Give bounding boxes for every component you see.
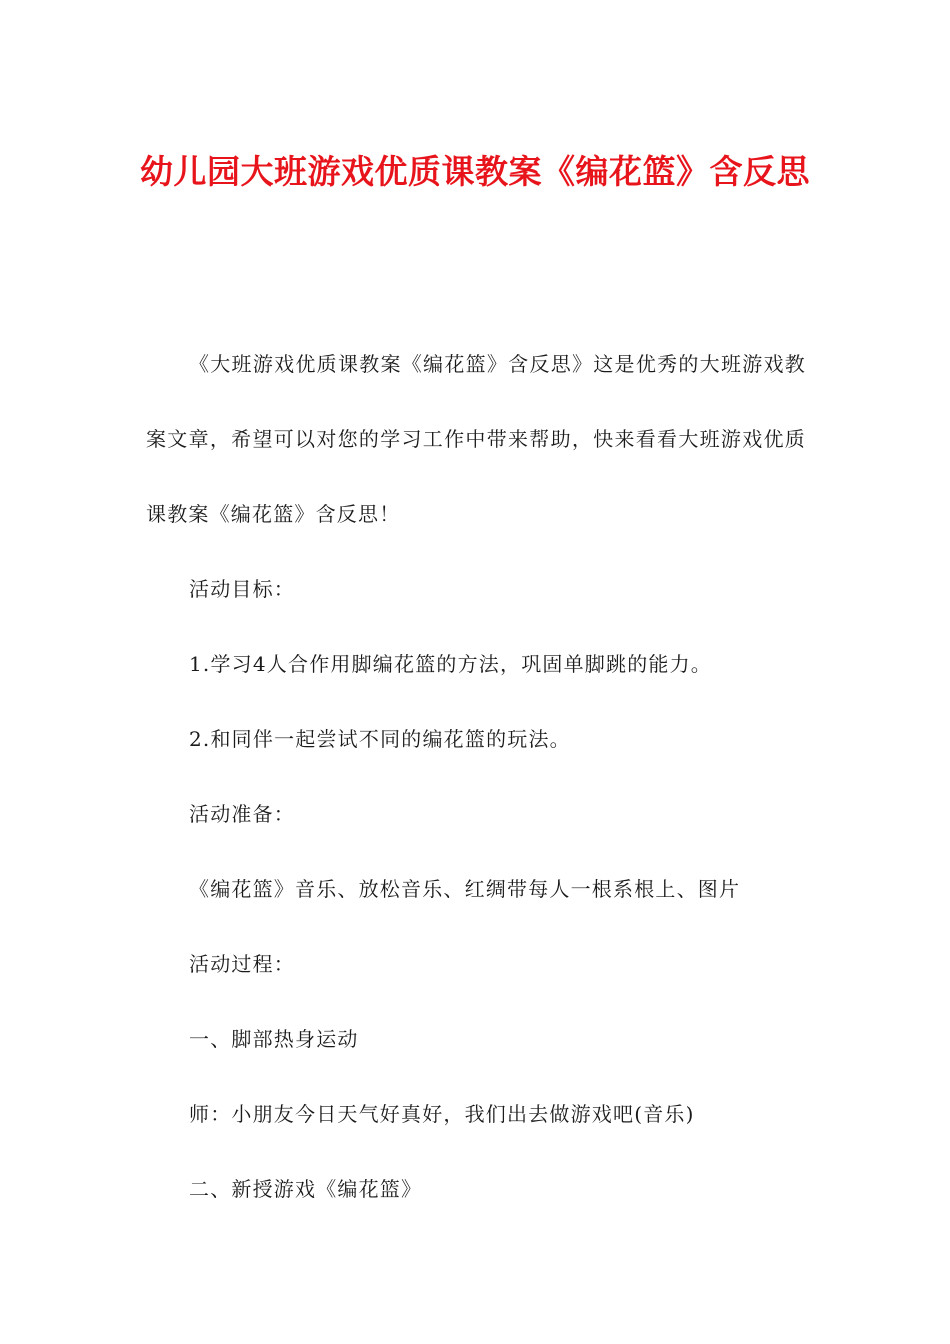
intro-paragraph: 《大班游戏优质课教案《编花篮》含反思》这是优秀的大班游戏教案文章，希望可以对您的学习工作中带来帮助，快来看看大班游戏优质课教案《编花篮》含反思！ — [146, 352, 806, 526]
section-heading-preparation: 活动准备： — [189, 802, 295, 826]
goal-item-1: 1.学习4人合作用脚编花篮的方法，巩固单脚跳的能力。 — [189, 652, 713, 676]
section-heading-process: 活动过程： — [189, 952, 295, 976]
document-body — [146, 327, 806, 1227]
goal-item-2: 2.和同伴一起尝试不同的编花篮的玩法。 — [189, 727, 571, 751]
teacher-dialogue: 师：小朋友今日天气好真好，我们出去做游戏吧(音乐) — [189, 1102, 695, 1126]
section-heading-goals: 活动目标： — [189, 577, 295, 601]
process-step-1: 一、脚部热身运动 — [189, 1027, 359, 1051]
document-title: 幼儿园大班游戏优质课教案《编花篮》含反思 — [140, 152, 810, 191]
process-step-2: 二、新授游戏《编花篮》 — [189, 1177, 423, 1201]
preparation-text: 《编花篮》音乐、放松音乐、红绸带每人一根系根上、图片 — [189, 877, 741, 901]
